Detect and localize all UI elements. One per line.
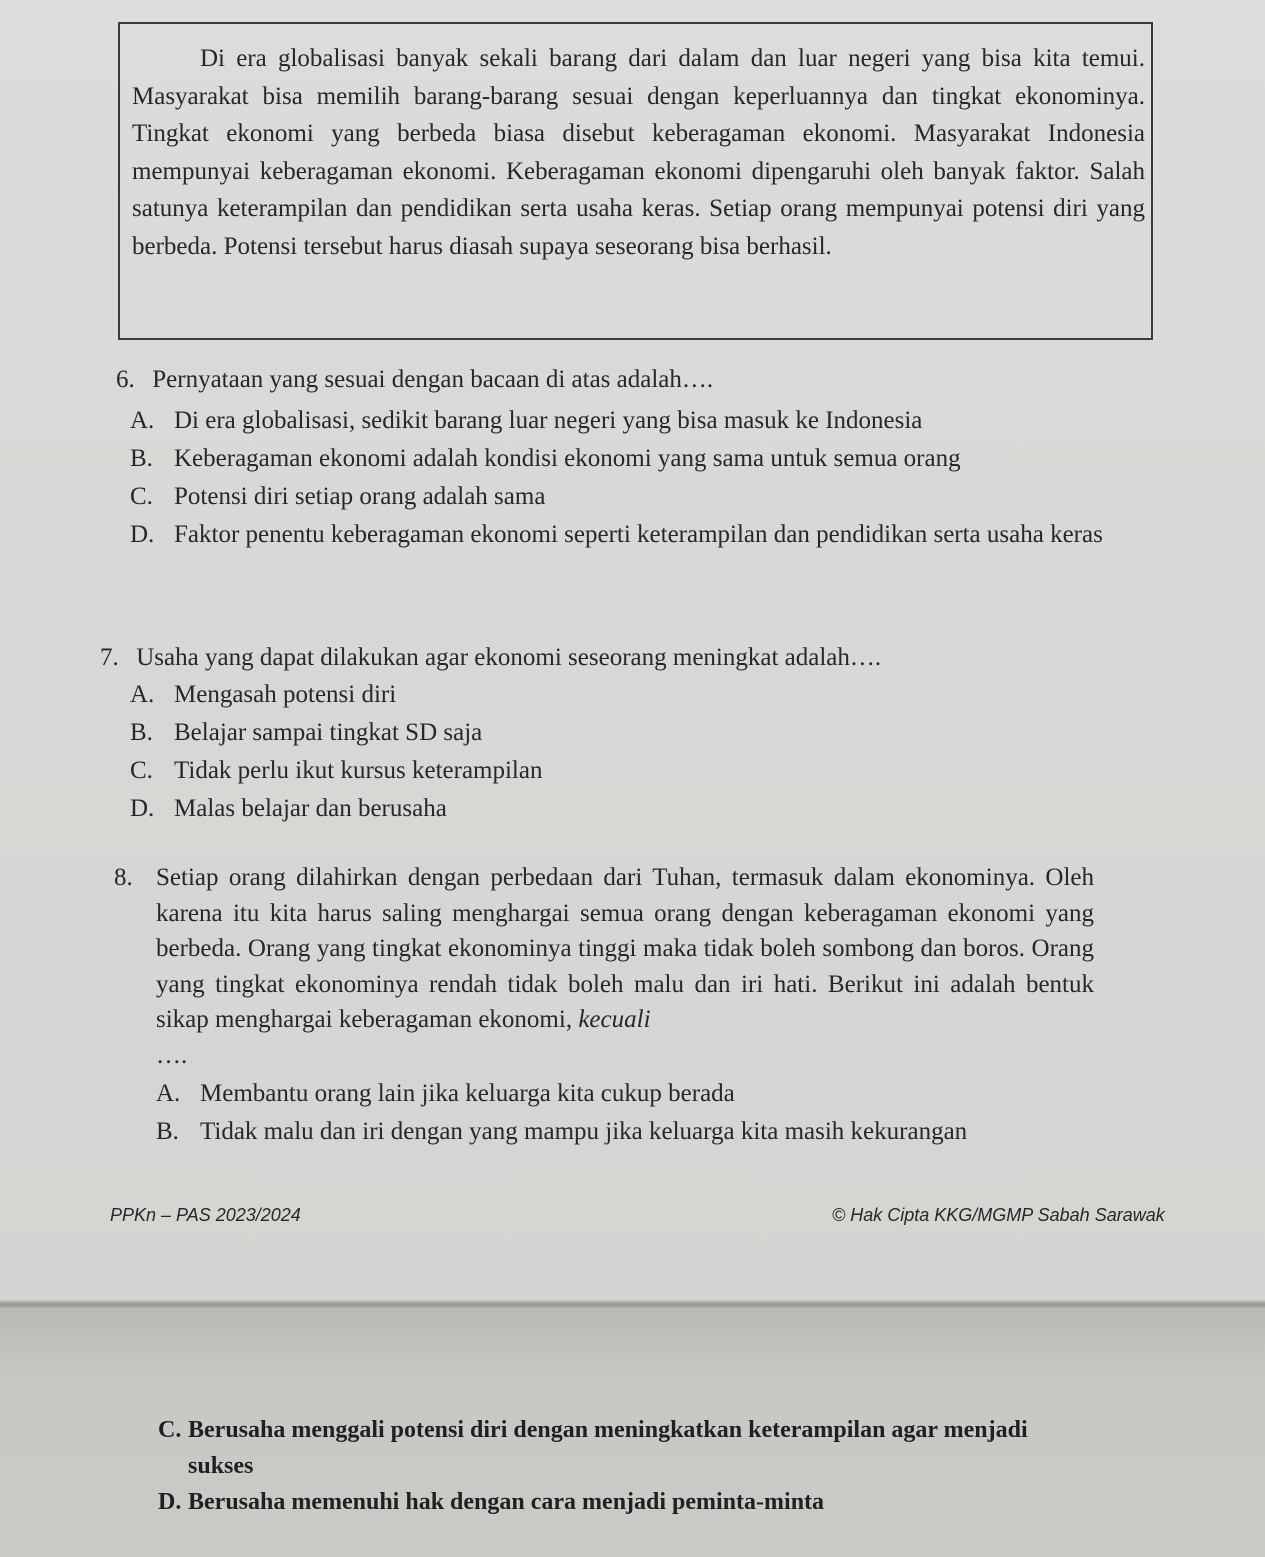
option-letter: A. [130, 407, 155, 434]
option-text: Tidak malu dan iri dengan yang mampu jika keluarga kita masih kekurangan [200, 1118, 968, 1145]
option-6a[interactable] [130, 402, 1120, 440]
option-8b[interactable] [156, 1113, 1094, 1151]
page-fold [0, 1300, 1265, 1308]
option-letter: D. [130, 795, 155, 822]
question-8-options [156, 1075, 1094, 1151]
question-7 [100, 640, 1150, 828]
question-7-stem [100, 640, 1150, 676]
option-letter: C. [158, 1417, 182, 1443]
footer-copyright: © Hak Cipta KKG/MGMP Sabah Sarawak [832, 1205, 1165, 1225]
option-text: Di era globalisasi, sedikit barang luar negeri yang bisa masuk ke Indonesia [174, 407, 923, 434]
option-text: Berusaha memenuhi hak dengan cara menjadi peminta-minta [188, 1489, 825, 1515]
option-letter: A. [130, 681, 155, 708]
option-text: Keberagaman ekonomi adalah kondisi ekonomi yang sama untuk semua orang [174, 445, 961, 472]
option-letter: A. [156, 1080, 181, 1107]
option-8d[interactable] [158, 1484, 1088, 1520]
question-6-stem [116, 362, 1156, 398]
option-letter: C. [130, 483, 153, 510]
reading-passage-box [118, 22, 1153, 340]
footer-subject: PPKn – PAS 2023/2024 [110, 1205, 301, 1225]
option-7c[interactable] [130, 752, 1150, 790]
option-text: Membantu orang lain jika keluarga kita cukup berada [200, 1080, 735, 1107]
option-7b[interactable] [130, 714, 1150, 752]
option-letter: C. [130, 757, 153, 784]
question-6-options [130, 402, 1120, 554]
option-text: Tidak perlu ikut kursus keterampilan [174, 757, 543, 784]
question-6 [116, 362, 1156, 554]
question-7-text: Usaha yang dapat dilakukan agar ekonomi seseorang meningkat adalah…. [136, 644, 882, 671]
question-8-options-continued [158, 1412, 1088, 1520]
option-letter: B. [130, 445, 153, 472]
option-letter: B. [130, 719, 153, 746]
question-6-number: 6. [116, 366, 135, 393]
option-text: Belajar sampai tingkat SD saja [174, 719, 483, 746]
option-text: Berusaha menggali potensi diri dengan meningkatkan keterampilan agar menjadi sukses [188, 1417, 1028, 1479]
option-8c[interactable] [158, 1412, 1088, 1484]
option-text: Faktor penentu keberagaman ekonomi seperti keterampilan dan pendidikan serta usaha keras [174, 521, 1103, 548]
question-8 [114, 860, 1094, 1151]
option-8a[interactable] [156, 1075, 1094, 1113]
question-8-stem [114, 860, 1094, 1073]
option-text: Potensi diri setiap orang adalah sama [174, 483, 546, 510]
question-8-kecuali: kecuali [578, 1006, 651, 1033]
option-6c[interactable] [130, 478, 1120, 516]
option-7a[interactable] [130, 676, 1150, 714]
reading-passage: Di era globalisasi banyak sekali barang dari dalam dan luar negeri yang bisa kita temui. Masyarakat bisa memilih barang-barang sesuai dengan keperluannya dan tingkat ekonominya. Tingkat ekonomi yang berbeda biasa disebut keberagaman ekonomi. Masyarakat Indonesia mempunyai keberagaman ekonomi. Keberagaman ekonomi dipengaruhi oleh banyak faktor. Salah satunya keterampilan dan pendidikan serta usaha keras. Setiap orang mempunyai potensi diri yang berbeda. Potensi tersebut harus diasah supaya seseorang bisa berhasil. [132, 45, 1145, 260]
option-7d[interactable] [130, 790, 1150, 828]
question-8-text: Setiap orang dilahirkan dengan perbedaan dari Tuhan, termasuk dalam ekonominya. Oleh karena itu kita harus saling menghargai semua orang dengan keberagaman ekonomi yang berbeda. Orang yang tingkat ekonominya tinggi maka tidak boleh sombong dan boros. Orang yang tingkat ekonominya rendah tidak boleh malu dan iri hati. Berikut ini adalah bentuk sikap menghargai keberagaman ekonomi, [156, 864, 1094, 1033]
option-text: Malas belajar dan berusaha [174, 795, 447, 822]
question-6-text: Pernyataan yang sesuai dengan bacaan di atas adalah…. [152, 366, 714, 393]
option-6d[interactable] [130, 516, 1120, 554]
question-7-number: 7. [100, 644, 119, 671]
question-8-ellipsis: …. [156, 1041, 188, 1069]
option-letter: D. [130, 521, 155, 548]
option-text: Mengasah potensi diri [174, 681, 397, 708]
question-7-options [130, 676, 1150, 828]
option-letter: D. [158, 1489, 182, 1515]
option-6b[interactable] [130, 440, 1120, 478]
option-letter: B. [156, 1118, 179, 1145]
question-8-number: 8. [114, 864, 133, 891]
